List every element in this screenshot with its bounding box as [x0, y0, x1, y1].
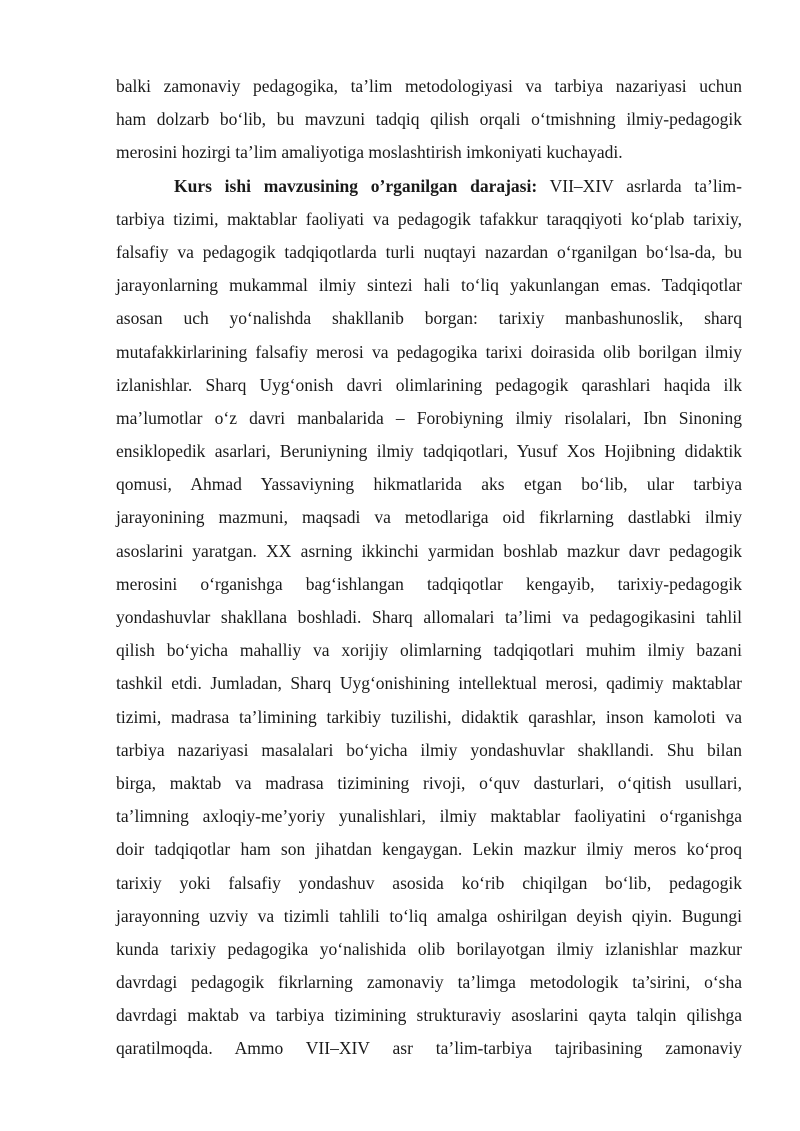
text-line [116, 170, 742, 203]
text-line: jarayonining mazmuni, maqsadi va metodlariga oid fikrlarning dastlabki ilmiy [116, 507, 742, 528]
text-line: yondashuvlar shakllana boshladi. Sharq allomalari ta’limi va pedagogikasini tahlil [116, 607, 742, 627]
text-line: davrdagi pedagogik fikrlarning zamonaviy ta’limga metodologik ta’sirini, o‘sha [116, 972, 742, 993]
text-line: davrdagi maktab va tarbiya tizimining strukturaviy asoslarini qayta talqin qilishga [116, 1005, 742, 1026]
paragraph-1 [116, 70, 742, 170]
text-line: falsafiy va pedagogik tadqiqotlarda turli nuqtayi nazardan o‘rganilgan bo‘lsa-da, bu [116, 241, 742, 262]
text-line: izlanishlar. Sharq Uyg‘onish davri olimlarining pedagogik qarashlari haqida ilk [116, 374, 742, 395]
text-line: ta’limning axloqiy-me’yoriy yunalishlari, ilmiy maktablar faoliyatini o‘rganishga [116, 806, 742, 827]
text-line: tarixiy yoki falsafiy yondashuv asosida ko‘rib chiqilgan bo‘lib, pedagogik [116, 872, 742, 893]
text-line: tashkil etdi. Jumladan, Sharq Uyg‘onishining intellektual merosi, qadimiy maktablar [116, 673, 742, 694]
text-line: qaratilmoqda. Ammo VII–XIV asr ta’lim-tarbiya tajribasining zamonaviy [116, 1038, 742, 1059]
text-line: jarayonning uzviy va tizimli tahlili to‘liq amalga oshirilgan deyish qiyin. Bugungi [116, 905, 742, 926]
text-line: tizimi, madrasa ta’limining tarkibiy tuzilishi, didaktik qarashlar, inson kamoloti va [116, 706, 742, 727]
paragraph-2 [116, 170, 742, 1066]
text-line: merosini hozirgi ta’lim amaliyotiga moslashtirish imkoniyati kuchayadi. [116, 142, 623, 163]
text-line: tarbiya tizimi, maktablar faoliyati va pedagogik tafakkur taraqqiyoti ko‘plab tarixiy, [116, 208, 742, 229]
text-line: qilish bo‘yicha mahalliy va xorijiy olimlarning tadqiqotlari muhim ilmiy bazani [116, 640, 742, 661]
text-line: mutafakkirlarining falsafiy merosi va pedagogika tarixi doirasida olib borilgan ilmiy [116, 341, 742, 362]
text-line: ham dolzarb bo‘lib, bu mavzuni tadqiq qilish orqali o‘tmishning ilmiy-pedagogik [116, 109, 742, 130]
text-line: ensiklopedik asarlari, Beruniyning ilmiy tadqiqotlari, Yusuf Xos Hojibning didaktik [116, 441, 742, 462]
text-fragment: VII–XIV asrlarda ta’lim- [537, 175, 742, 196]
text-line: asoslarini yaratgan. XX asrning ikkinchi yarmidan boshlab mazkur davr pedagogik [116, 540, 742, 561]
section-heading: Kurs ishi mavzusining o’rganilgan darajasi: [174, 175, 538, 196]
text-line: ma’lumotlar o‘z davri manbalarida – Forobiyning ilmiy risolalari, Ibn Sinoning [116, 407, 742, 428]
text-line: birga, maktab va madrasa tizimining rivoji, o‘quv dasturlari, o‘qitish usullari, [116, 772, 742, 793]
text-line: asosan uch yo‘nalishda shakllanib borgan: tarixiy manbashunoslik, sharq [116, 308, 742, 329]
text-line: kunda tarixiy pedagogika yo‘nalishida olib borilayotgan ilmiy izlanishlar mazkur [116, 938, 742, 959]
text-line: balki zamonaviy pedagogika, ta’lim metodologiyasi va tarbiya nazariyasi uchun [116, 76, 742, 96]
text-line: merosini o‘rganishga bag‘ishlangan tadqiqotlar kengayib, tarixiy-pedagogik [116, 573, 742, 594]
text-line: qomusi, Ahmad Yassaviyning hikmatlarida aks etgan bo‘lib, ular tarbiya [116, 474, 742, 495]
document-page [116, 70, 742, 1066]
paragraph-2-lines [116, 203, 742, 1066]
text-line: tarbiya nazariyasi masalalari bo‘yicha ilmiy yondashuvlar shakllandi. Shu bilan [116, 739, 742, 760]
text-line: doir tadqiqotlar ham son jihatdan kengaygan. Lekin mazkur ilmiy meros ko‘proq [116, 839, 742, 860]
text-line: jarayonlarning mukammal ilmiy sintezi hali to‘liq yakunlangan emas. Tadqiqotlar [116, 275, 742, 296]
